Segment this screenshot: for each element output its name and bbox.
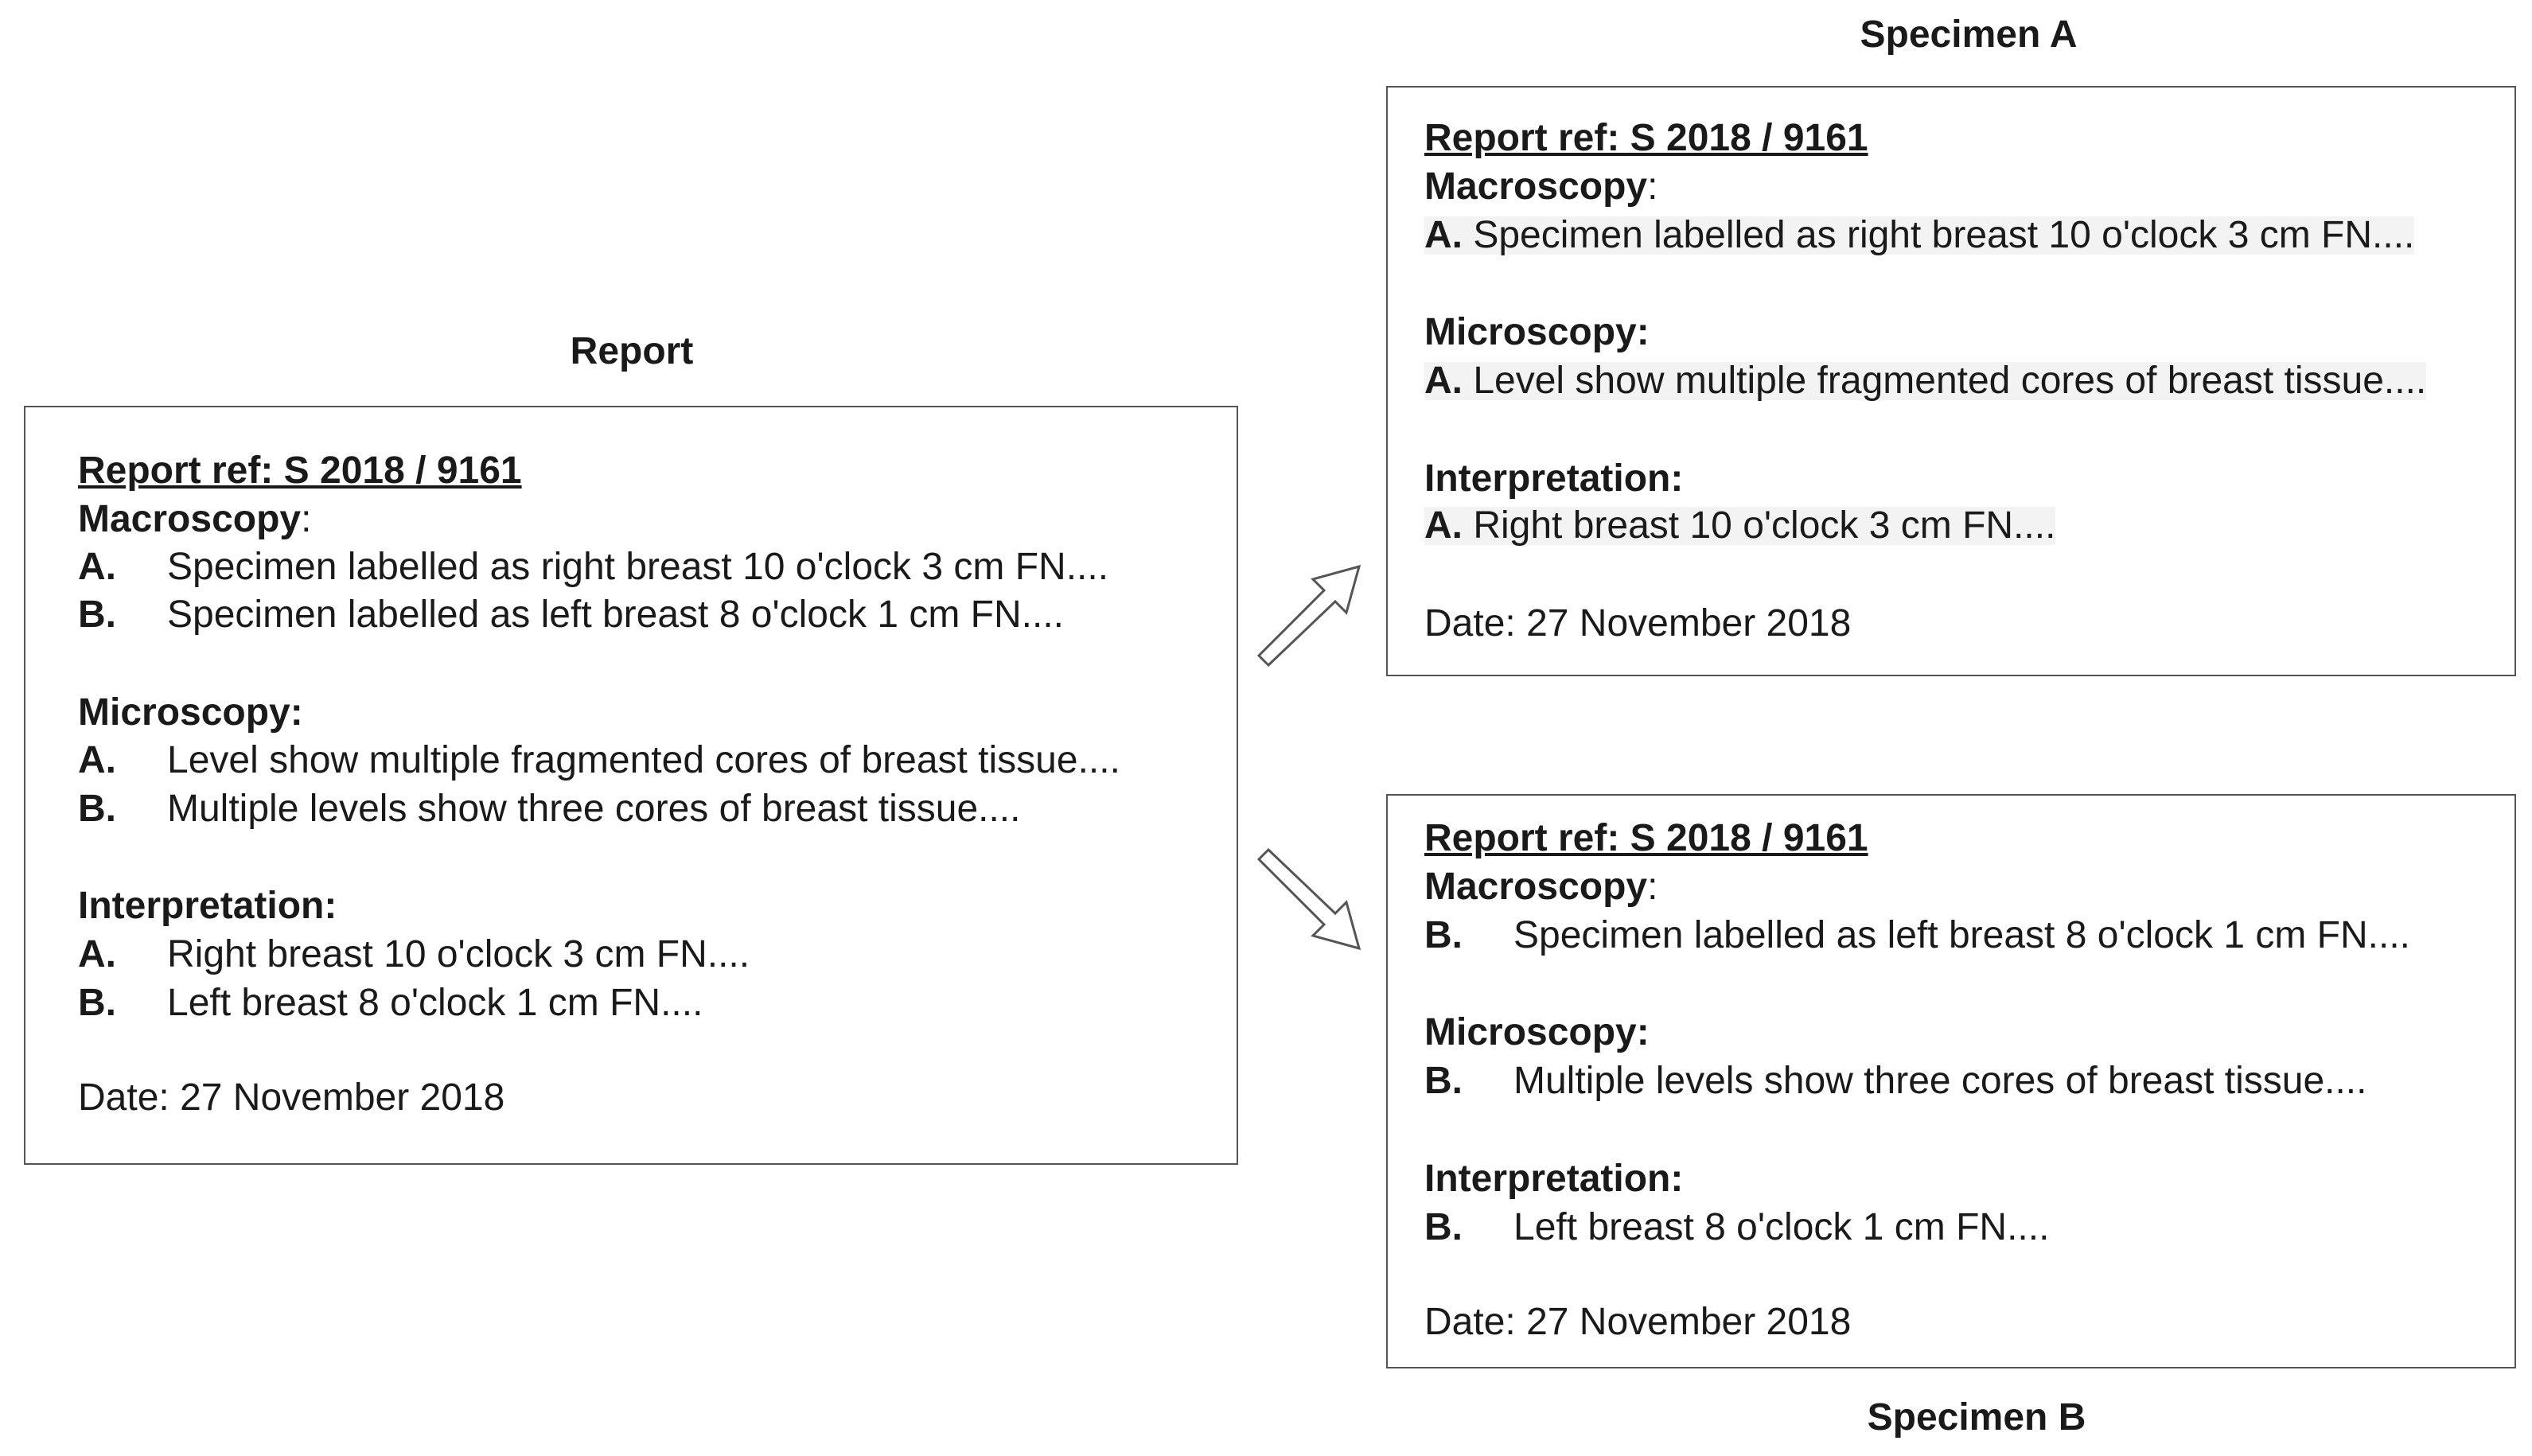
item-letter: B. [78, 982, 116, 1024]
macroscopy-label: Macroscopy [1424, 165, 1648, 208]
macroscopy-colon: : [301, 498, 312, 540]
item-text: Specimen labelled as left breast 8 o'clock 1 cm FN.... [167, 594, 1064, 636]
specimen-a-date: Date: 27 November 2018 [1424, 602, 1852, 644]
report-macroscopy-item [78, 548, 1108, 586]
report-caption: Report [570, 330, 694, 372]
macroscopy-label: Macroscopy [78, 498, 302, 540]
item-letter: A. [1424, 214, 1463, 256]
item-text: Left breast 8 o'clock 1 cm FN.... [167, 982, 703, 1024]
specimen-a-ref: Report ref: S 2018 / 9161 [1424, 117, 1868, 159]
specimen-b-interpretation-heading: Interpretation: [1424, 1158, 1684, 1200]
item-letter: B. [1424, 1206, 1463, 1248]
specimen-a-microscopy-item [1424, 362, 2426, 400]
specimen-b-microscopy-heading: Microscopy: [1424, 1011, 1650, 1053]
report-microscopy-item [78, 739, 1120, 781]
report-macroscopy-item [78, 596, 1064, 634]
item-text: Specimen labelled as left breast 8 o'clock 1 cm FN.... [1513, 914, 2410, 956]
specimen-b-ref: Report ref: S 2018 / 9161 [1424, 817, 1868, 859]
arrow-up-right-shape [1259, 566, 1359, 665]
report-interpretation-heading: Interpretation: [78, 885, 337, 927]
specimen-a-macroscopy-item [1424, 216, 2414, 255]
item-text: Left breast 8 o'clock 1 cm FN.... [1513, 1206, 2050, 1248]
macroscopy-colon: : [1647, 165, 1658, 208]
specimen-a-interpretation-heading: Interpretation: [1424, 457, 1684, 500]
specimen-b-macroscopy-heading [1424, 868, 1657, 906]
report-microscopy-heading: Microscopy: [78, 691, 303, 734]
report-interpretation-item [78, 984, 703, 1022]
item-text: Specimen labelled as right breast 10 o'clock 3 cm FN.... [1463, 214, 2415, 256]
specimen-a-microscopy-heading: Microscopy: [1424, 311, 1650, 353]
item-text: Level show multiple fragmented cores of breast tissue.... [167, 739, 1120, 781]
macroscopy-colon: : [1647, 866, 1658, 908]
item-letter: A. [1424, 504, 1463, 547]
specimen-b-date: Date: 27 November 2018 [1424, 1301, 1852, 1343]
report-microscopy-item [78, 790, 1020, 828]
report-panel [24, 406, 1238, 1165]
report-interpretation-item [78, 933, 750, 975]
specimen-a-caption: Specimen A [1860, 14, 2078, 56]
item-text: Right breast 10 o'clock 3 cm FN.... [167, 933, 750, 975]
item-letter: A. [78, 546, 116, 588]
arrow-up-right-icon [1257, 557, 1369, 668]
specimen-a-macroscopy-heading [1424, 165, 1658, 208]
specimen-b-interpretation-item [1424, 1206, 2050, 1248]
specimen-b-caption: Specimen B [1867, 1396, 2086, 1438]
item-letter: A. [78, 933, 116, 975]
specimen-b-microscopy-item [1424, 1062, 2366, 1100]
item-letter: B. [1424, 1060, 1463, 1102]
item-letter: B. [78, 788, 116, 830]
item-letter: B. [78, 594, 116, 636]
item-text: Right breast 10 o'clock 3 cm FN.... [1463, 504, 2056, 547]
specimen-b-macroscopy-item [1424, 914, 2410, 956]
item-letter: B. [1424, 914, 1463, 956]
specimen-a-panel [1386, 86, 2516, 676]
item-letter: A. [78, 739, 116, 781]
item-text: Multiple levels show three cores of breast tissue.... [1513, 1060, 2367, 1102]
specimen-b-panel [1386, 794, 2516, 1368]
report-date: Date: 27 November 2018 [78, 1076, 505, 1119]
report-ref: Report ref: S 2018 / 9161 [78, 450, 522, 492]
item-text: Level show multiple fragmented cores of breast tissue.... [1463, 360, 2427, 402]
arrow-down-right-icon [1257, 848, 1369, 960]
item-text: Specimen labelled as right breast 10 o'clock 3 cm FN.... [167, 546, 1109, 588]
macroscopy-label: Macroscopy [1424, 866, 1648, 908]
specimen-a-interpretation-item [1424, 504, 2056, 547]
item-text: Multiple levels show three cores of breast tissue.... [167, 788, 1021, 830]
arrow-down-right-shape [1259, 850, 1359, 948]
item-letter: A. [1424, 360, 1463, 402]
report-macroscopy-heading [78, 500, 311, 539]
